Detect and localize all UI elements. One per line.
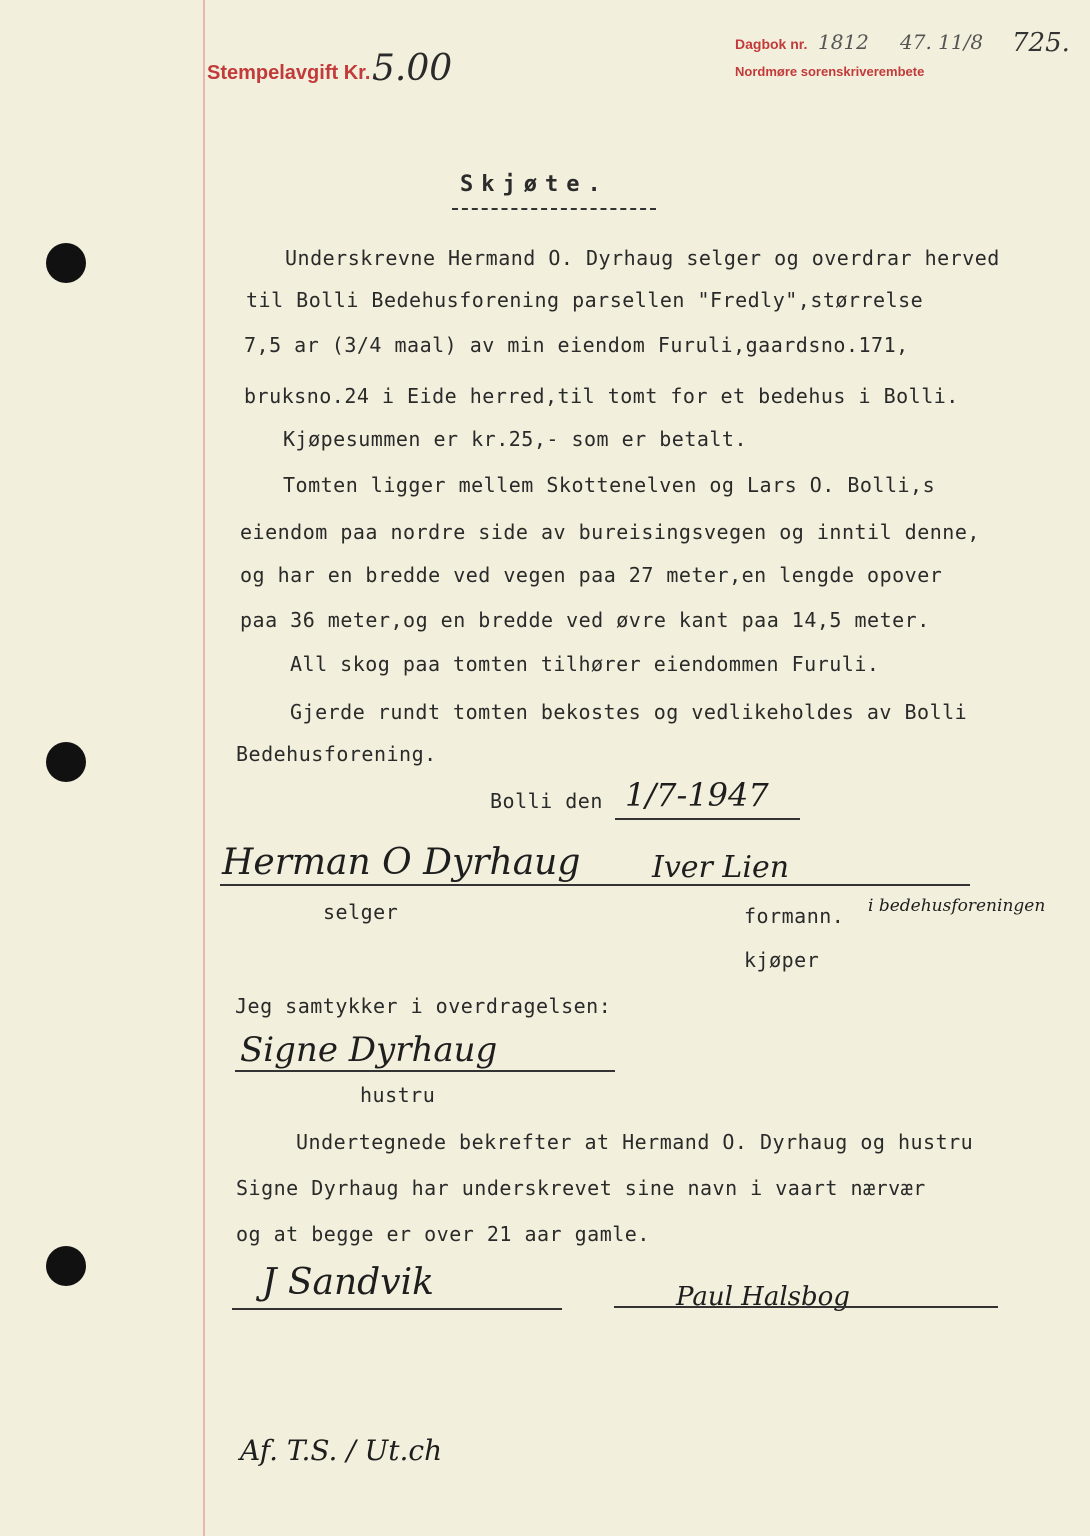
body-line-12: Bedehusforening. [236, 742, 437, 766]
body-line-4: bruksno.24 i Eide herred,til tomt for et bedehus i Bolli. [244, 384, 959, 408]
witness-2-line [614, 1306, 998, 1308]
punch-hole-bottom [46, 1246, 86, 1286]
body-line-7: eiendom paa nordre side av bureisingsvegen og inntil denne, [240, 520, 980, 544]
document-title: Skjøte. [460, 172, 609, 197]
title-underline [452, 208, 656, 210]
witness-2-signature: Paul Halsbog [676, 1282, 850, 1312]
body-line-11: Gjerde rundt tomten bekostes og vedlikeholdes av Bolli [290, 700, 968, 724]
body-line-1: Underskrevne Hermand O. Dyrhaug selger og overdrar herved [285, 246, 1000, 270]
date-line [615, 818, 800, 820]
journal-number: 1812 [818, 30, 869, 54]
buyer-role-handwritten: i bedehusforeningen [868, 896, 1046, 916]
witness-line-2: Signe Dyrhaug har underskrevet sine navn i vaart nærvær [236, 1176, 926, 1200]
footer-note: Af. T.S. / Ut.ch [240, 1434, 443, 1467]
punch-hole-middle [46, 742, 86, 782]
signature-line [220, 884, 970, 886]
signing-date: 1/7-1947 [625, 776, 769, 814]
buyer-role: formann. [744, 904, 845, 928]
consent-signature: Signe Dyrhaug [240, 1030, 498, 1070]
page-number: 725. [1012, 28, 1070, 58]
stamp-fee-label: Stempelavgift Kr. [207, 62, 371, 84]
seller-role: selger [323, 900, 399, 924]
stamp-fee-value: 5.00 [372, 48, 453, 89]
journal-date: 47. 11/8 [900, 30, 984, 54]
witness-line-1: Undertegnede bekrefter at Hermand O. Dyrhaug og hustru [296, 1130, 974, 1154]
body-line-6: Tomten ligger mellem Skottenelven og Lars O. Bolli,s [283, 473, 936, 497]
margin-line [203, 0, 205, 1536]
journal-stamp-label: Dagbok nr. [735, 36, 808, 52]
witness-line-3: og at begge er over 21 aar gamle. [236, 1222, 650, 1246]
consent-signature-line [235, 1070, 615, 1072]
buyer-signature: Iver Lien [652, 850, 790, 885]
body-line-2: til Bolli Bedehusforening parsellen "Fredly",størrelse [246, 288, 924, 312]
buyer-label: kjøper [744, 948, 820, 972]
body-line-5: Kjøpesummen er kr.25,- som er betalt. [283, 427, 748, 451]
body-line-9: paa 36 meter,og en bredde ved øvre kant paa 14,5 meter. [240, 608, 930, 632]
body-line-8: og har en bredde ved vegen paa 27 meter,en lengde opover [240, 563, 943, 587]
witness-1-line [232, 1308, 562, 1310]
seller-signature: Herman O Dyrhaug [222, 842, 581, 883]
consent-role: hustru [360, 1083, 436, 1107]
body-line-10: All skog paa tomten tilhører eiendommen Furuli. [290, 652, 880, 676]
journal-stamp-office: Nordmøre sorenskriverembete [735, 64, 925, 79]
punch-hole-top [46, 243, 86, 283]
place-label: Bolli den [490, 789, 603, 813]
witness-1-signature: J Sandvik [262, 1262, 434, 1303]
consent-text: Jeg samtykker i overdragelsen: [235, 994, 612, 1018]
body-line-3: 7,5 ar (3/4 maal) av min eiendom Furuli,gaardsno.171, [244, 333, 909, 357]
